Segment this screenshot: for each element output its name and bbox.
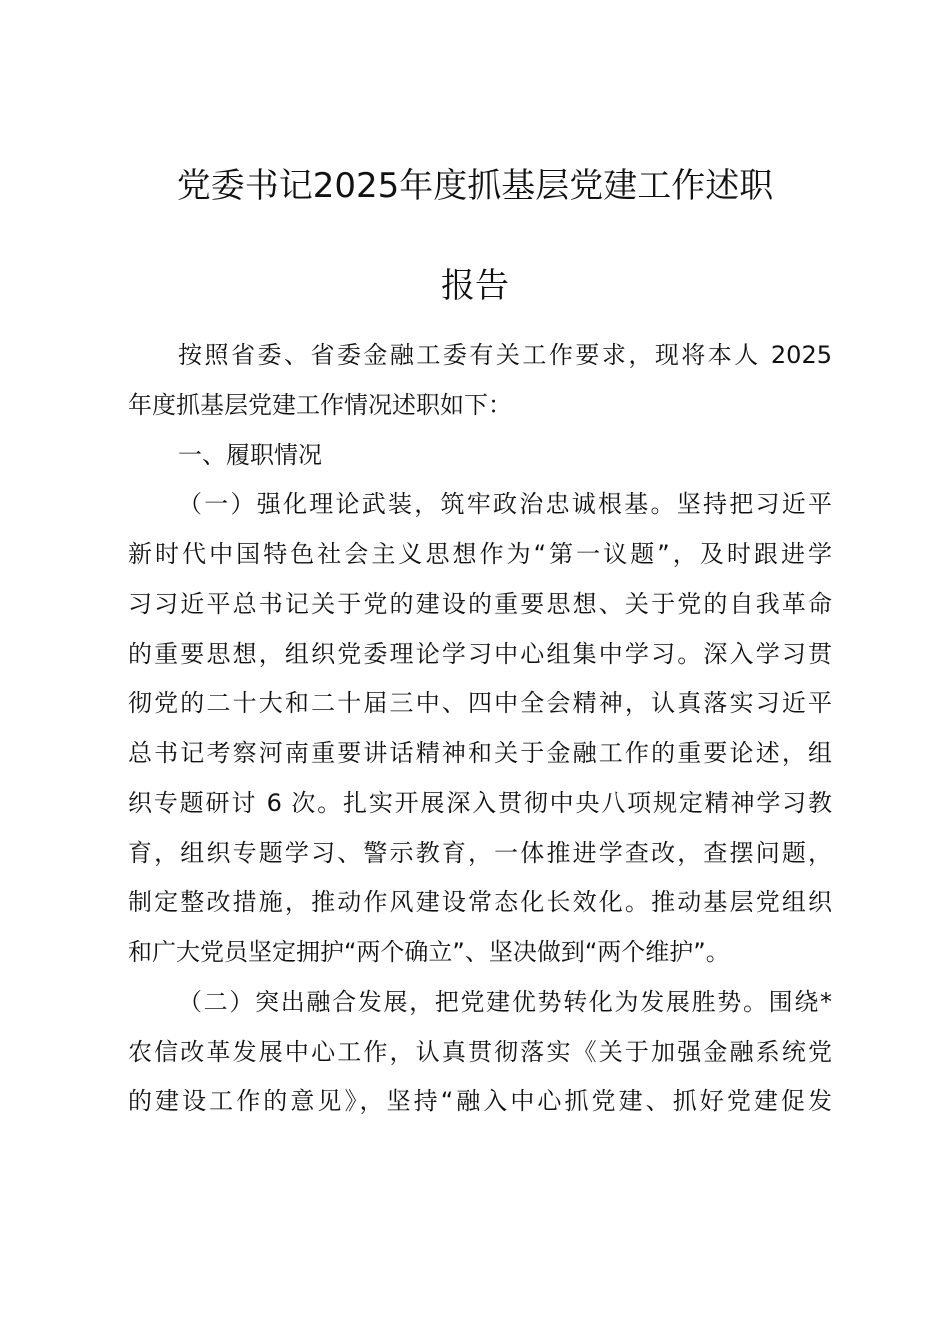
paragraph-line: 总书记考察河南重要讲话精神和关于金融工作的重要论述，组 [128, 739, 832, 767]
document-title-line1: 党委书记2025年度抓基层党建工作述职 [176, 166, 774, 206]
paragraph-line: 习习近平总书记关于党的建设的重要思想、关于党的自我革命 [128, 590, 832, 618]
paragraph-line: 的重要思想，组织党委理论学习中心组集中学习。深入学习贯 [128, 640, 832, 668]
paragraph-line: （二）突出融合发展，把党建优势转化为发展胜势。围绕* [178, 988, 832, 1016]
paragraph-line: 农信改革发展中心工作，认真贯彻落实《关于加强金融系统党 [128, 1038, 832, 1066]
section-heading: 一、履职情况 [178, 441, 322, 469]
document-title-line2: 报告 [441, 266, 509, 306]
paragraph-line: 育，组织专题学习、警示教育，一体推进学查改，查摆问题， [128, 839, 832, 867]
paragraph-line: 年度抓基层党建工作情况述职如下： [128, 391, 512, 419]
paragraph-line: （一）强化理论武装，筑牢政治忠诚根基。坚持把习近平 [178, 490, 832, 518]
paragraph-line: 新时代中国特色社会主义思想作为“第一议题”，及时跟进学 [128, 540, 832, 568]
paragraph-line: 的建设工作的意见》，坚持“融入中心抓党建、抓好党建促发 [128, 1087, 832, 1115]
paragraph-line: 彻党的二十大和二十届三中、四中全会精神，认真落实习近平 [128, 689, 832, 717]
paragraph-line: 按照省委、省委金融工委有关工作要求，现将本人 2025 [178, 341, 832, 369]
paragraph-line: 织专题研讨 6 次。扎实开展深入贯彻中央八项规定精神学习教 [128, 789, 832, 817]
paragraph-line: 制定整改措施，推动作风建设常态化长效化。推动基层党组织 [128, 888, 832, 916]
paragraph-line: 和广大党员坚定拥护“两个确立”、坚决做到“两个维护”。 [128, 938, 730, 966]
